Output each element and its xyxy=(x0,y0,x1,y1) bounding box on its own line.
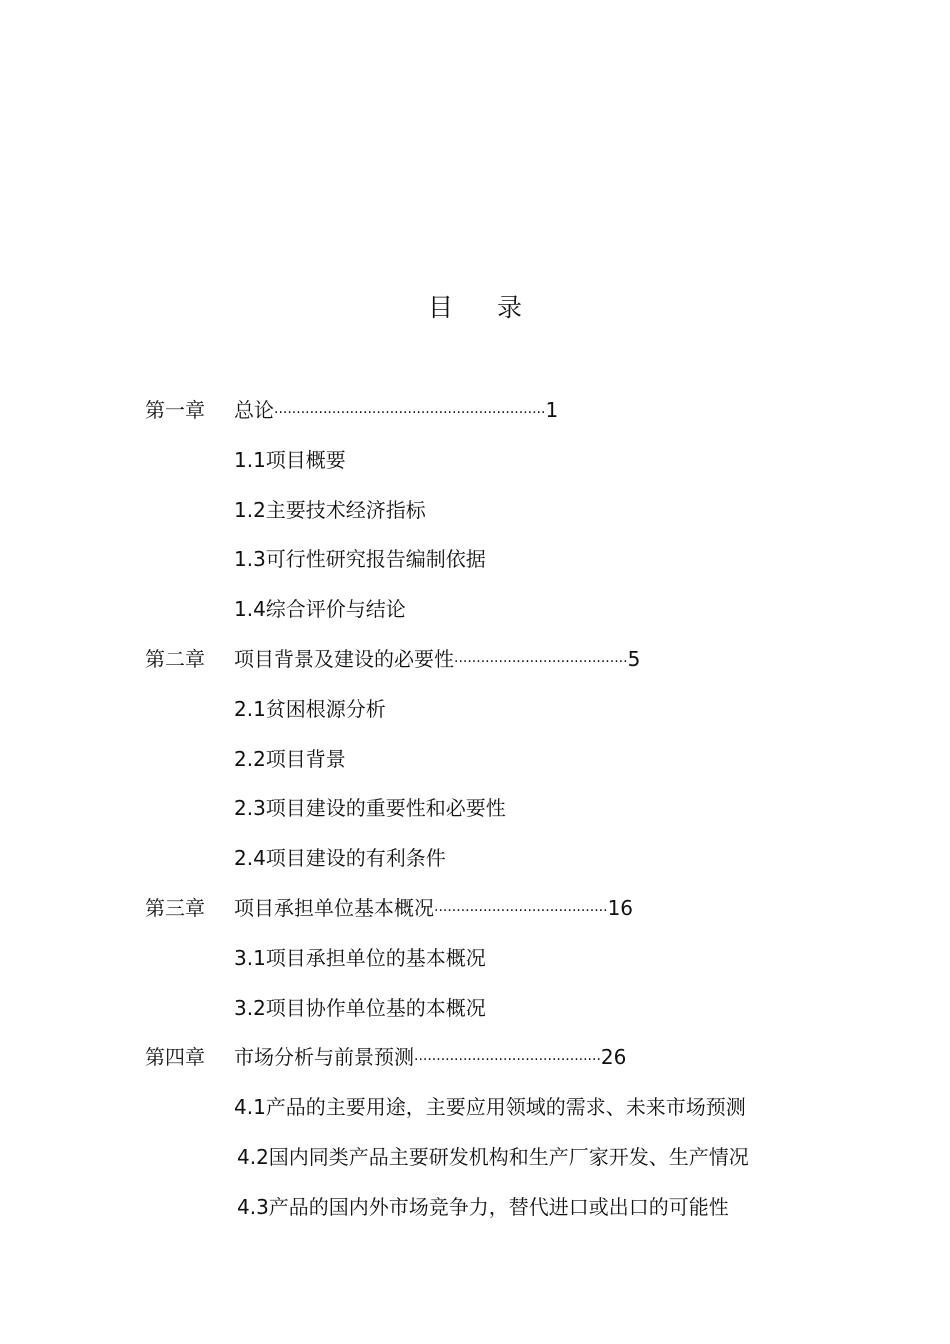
section-title: 1.3可行性研究报告编制依据 xyxy=(234,547,486,572)
toc-chapter-1 xyxy=(0,393,950,443)
section-title: 4.1产品的主要用途，主要应用领域的需求、未来市场预测 xyxy=(234,1095,746,1120)
toc-section xyxy=(0,592,950,642)
section-title: 1.4综合评价与结论 xyxy=(234,597,406,622)
toc-chapter-4 xyxy=(0,1040,950,1090)
toc-section xyxy=(0,941,950,991)
toc-section xyxy=(0,991,950,1041)
page-title: 目 录 xyxy=(428,293,540,322)
toc-section xyxy=(0,692,950,742)
toc-chapter-3 xyxy=(0,891,950,941)
leader-dots: ····························································· xyxy=(274,405,546,421)
section-title: 2.3项目建设的重要性和必要性 xyxy=(234,796,506,821)
chapter-title: 市场分析与前景预测 xyxy=(234,1045,414,1070)
chapter-label: 第三章 xyxy=(145,895,205,920)
toc-section xyxy=(0,791,950,841)
toc-section xyxy=(0,493,950,543)
chapter-title: 项目背景及建设的必要性 xyxy=(234,646,454,671)
section-title: 4.2国内同类产品主要研发机构和生产厂家开发、生产情况 xyxy=(237,1144,749,1169)
section-title: 4.3产品的国内外市场竞争力，替代进口或出口的可能性 xyxy=(237,1194,729,1219)
page-number: 16 xyxy=(607,895,634,920)
toc-chapter-2 xyxy=(0,642,950,692)
toc-section xyxy=(0,1190,950,1240)
leader-dots: ······································· xyxy=(454,653,628,670)
chapter-title: 项目承担单位基本概况 xyxy=(234,895,434,920)
leader-dots: ······································· xyxy=(434,902,608,919)
chapter-entry xyxy=(234,393,558,430)
page-number: 1 xyxy=(545,398,559,422)
section-title: 2.1贫困根源分析 xyxy=(234,696,386,721)
toc-section xyxy=(0,1140,950,1190)
section-title: 1.1项目概要 xyxy=(234,447,346,472)
chapter-entry xyxy=(234,891,633,928)
leader-dots: ·········································· xyxy=(414,1052,601,1069)
toc-section xyxy=(0,841,950,891)
chapter-label: 第一章 xyxy=(145,398,205,422)
toc-section xyxy=(0,443,950,493)
section-title: 3.1项目承担单位的基本概况 xyxy=(234,945,486,970)
chapter-entry xyxy=(234,642,640,679)
section-title: 2.2项目背景 xyxy=(234,746,346,771)
chapter-entry xyxy=(234,1040,626,1077)
chapter-label: 第四章 xyxy=(145,1045,205,1070)
section-title: 1.2主要技术经济指标 xyxy=(234,497,426,522)
section-title: 3.2项目协作单位基的本概况 xyxy=(234,995,486,1020)
page-number: 26 xyxy=(600,1045,627,1070)
toc-section xyxy=(0,742,950,792)
toc-section xyxy=(0,1090,950,1140)
chapter-label: 第二章 xyxy=(145,646,205,671)
chapter-title: 总论 xyxy=(234,398,274,422)
toc-section xyxy=(0,542,950,592)
table-of-contents xyxy=(0,393,950,1240)
section-title: 2.4项目建设的有利条件 xyxy=(234,846,446,871)
page-number: 5 xyxy=(627,646,641,671)
